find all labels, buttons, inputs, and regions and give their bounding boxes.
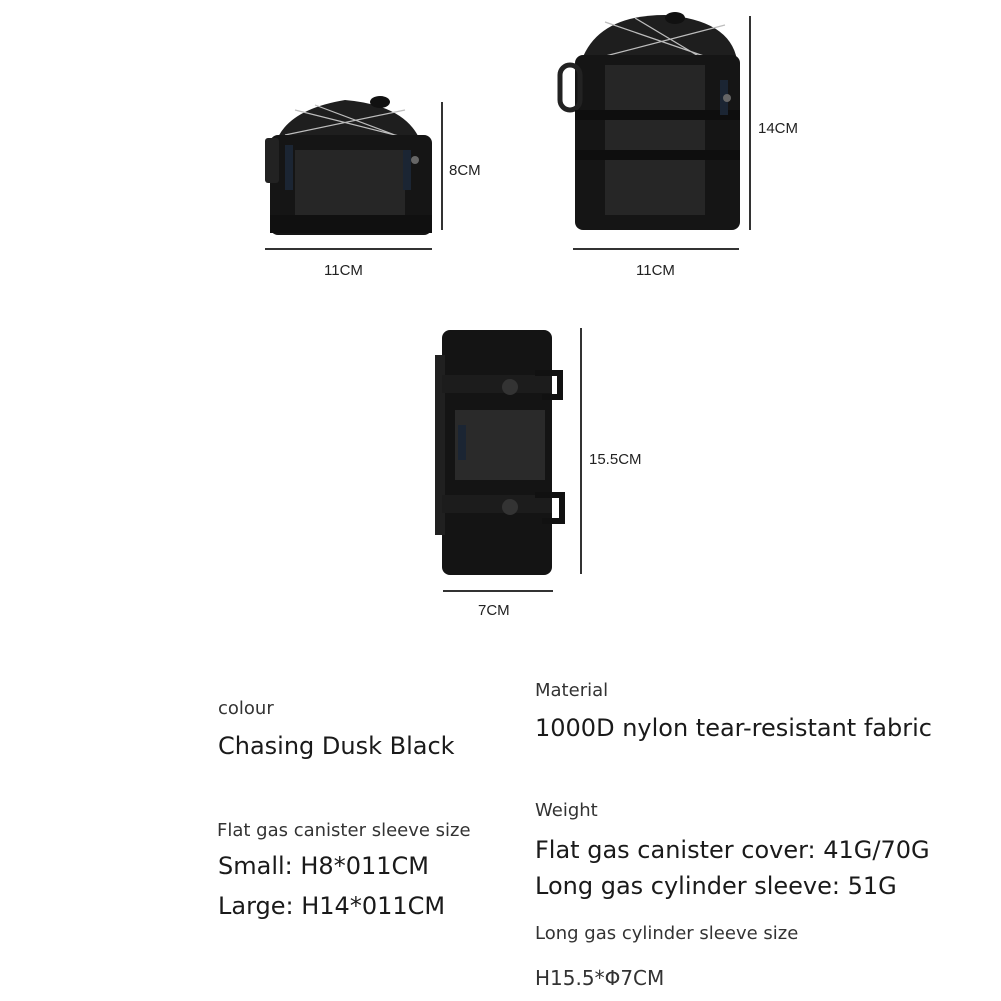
long-sleeve-image [430, 325, 580, 580]
flat-size-caption: Flat gas canister sleeve size [217, 820, 471, 841]
long-width-line [443, 590, 553, 592]
weight-flat: Flat gas canister cover: 41G/70G [535, 836, 930, 864]
small-width-line [265, 248, 432, 250]
large-height-line [749, 16, 751, 230]
large-height-label: 14CM [758, 120, 799, 137]
large-width-label: 11CM [636, 262, 675, 279]
material-caption: Material [535, 680, 609, 701]
weight-long: Long gas cylinder sleeve: 51G [535, 872, 897, 900]
flat-size-small: Small: H8*011CM [218, 852, 429, 880]
colour-value: Chasing Dusk Black [218, 732, 455, 760]
long-width-label: 7CM [478, 602, 510, 619]
long-height-line [580, 328, 582, 574]
small-height-line [441, 102, 443, 230]
weight-caption: Weight [535, 800, 598, 821]
long-size-caption: Long gas cylinder sleeve size [535, 923, 799, 944]
long-size-value: H15.5*Φ7CM [535, 966, 665, 990]
large-pouch-image [555, 10, 755, 240]
material-value: 1000D nylon tear-resistant fabric [535, 714, 932, 742]
small-width-label: 11CM [324, 262, 363, 279]
flat-size-large: Large: H14*011CM [218, 892, 446, 920]
small-pouch-image [255, 90, 455, 250]
colour-caption: colour [218, 698, 274, 719]
long-height-label: 15.5CM [589, 451, 642, 468]
large-width-line [573, 248, 739, 250]
small-height-label: 8CM [449, 162, 481, 179]
